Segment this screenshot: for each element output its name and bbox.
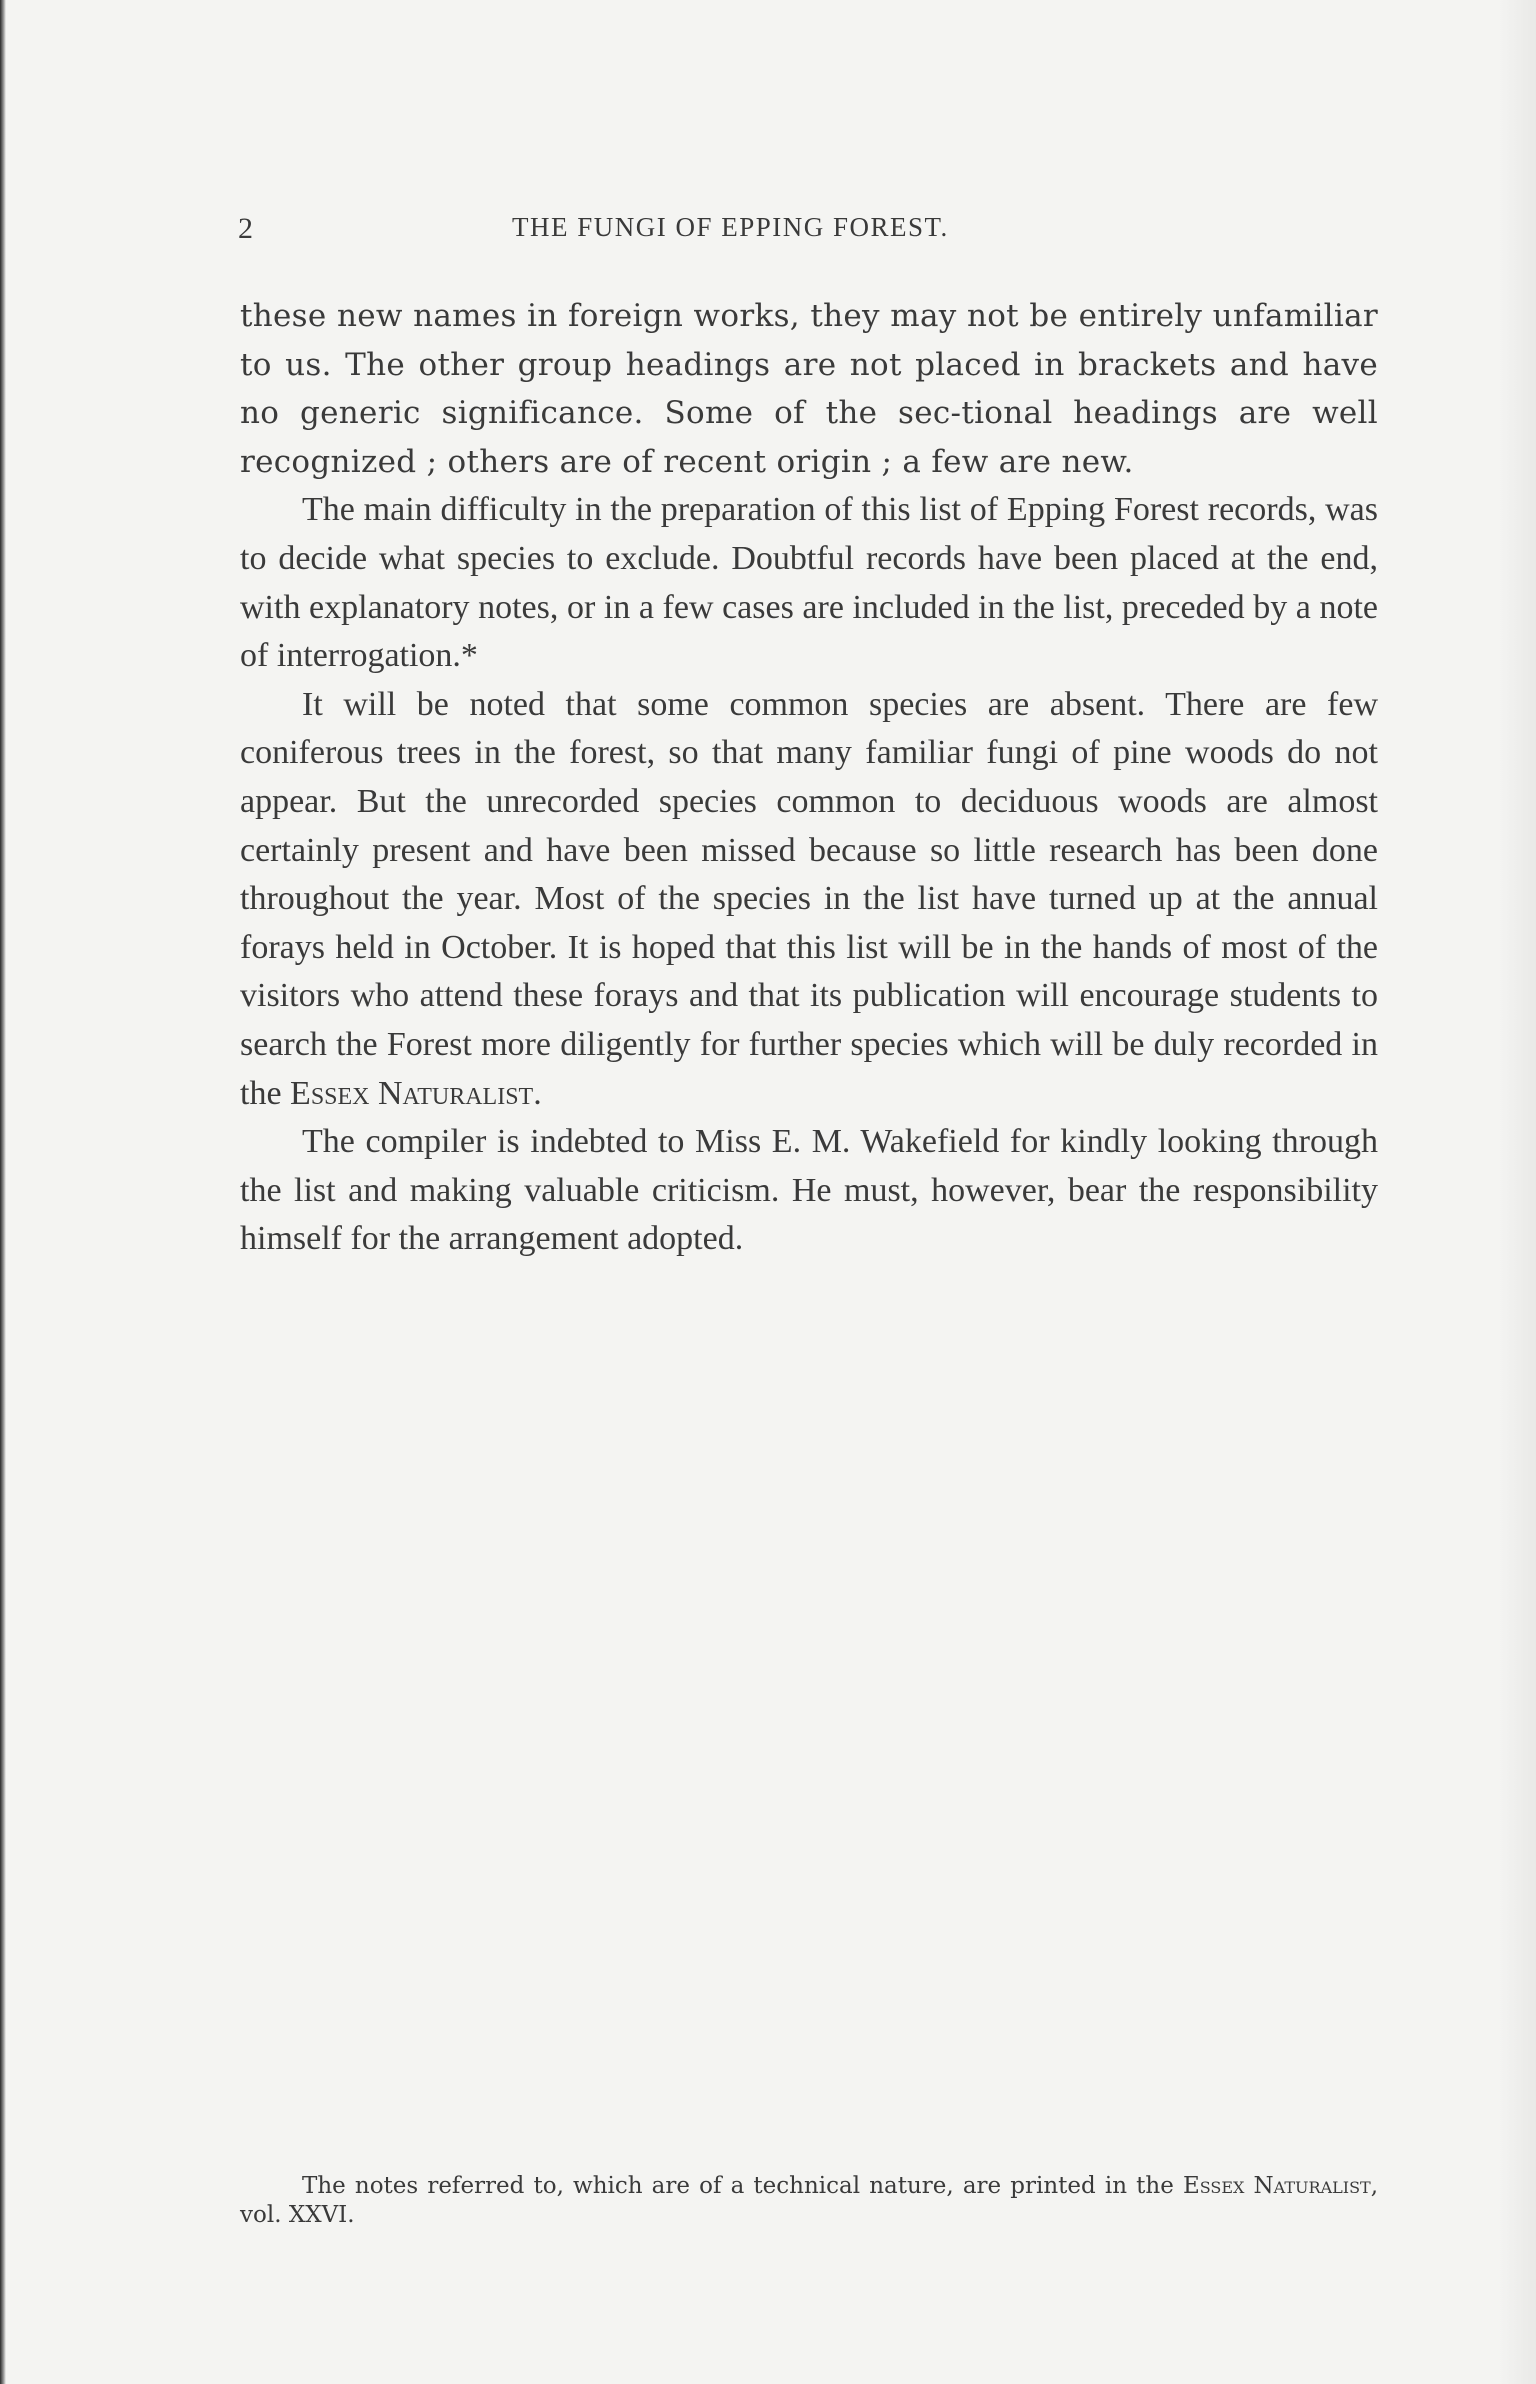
paragraph-continued: these new names in foreign works, they may not be entirely unfamiliar to us. The other group headings are not placed in brackets and have no generic significance. Some of the sec-tional headings are well recognized ; others are of recent origin ; a few are new.	[240, 298, 1378, 480]
paragraph-acknowledgement: The compiler is indebted to Miss E. M. Wakefield for kindly looking through the list and making valuable criticism. He must, however, bear the responsibility himself for the arrangement adopted.	[240, 1123, 1378, 1258]
body-text	[240, 292, 1378, 1264]
footnote-journal-ref: Essex Naturalist	[1182, 2173, 1371, 2199]
page-number: 2	[238, 212, 255, 245]
footnote-text: The notes referred to, which are of a technical nature, are printed in the	[302, 2173, 1174, 2199]
footnote	[240, 2172, 1378, 2230]
running-head	[238, 212, 1378, 262]
paragraph-absent-species-text: It will be noted that some common species are absent. There are few coniferous trees in the forest, so that many familiar fungi of pine woods do not appear. But the unrecorded species common to deciduous woods are almost certainly present and have been missed because so little research has been done throughout the year. Most of the species in the list have turned up at the annual forays held in October. It is hoped that this list will be in the hands of most of the visitors who attend these forays and that its publication will encourage students to search the Forest more diligently for further species which will be duly recorded in the	[240, 685, 1378, 1112]
footnote-paragraph	[240, 2172, 1378, 2230]
journal-name: Essex Naturalist	[290, 1074, 534, 1112]
paragraph-absent-species	[240, 681, 1378, 1118]
page-right-shadow	[1498, 0, 1536, 2384]
footnote-tail: , vol. XXVI.	[240, 2173, 1379, 2228]
paragraph-difficulty: The main difficulty in the preparation of this list of Epping Forest records, was to decide what species to exclude. Doubtful records have been placed at the end, with explanatory notes, or in a few cases are included in the list, preceded by a note of interrogation.*	[240, 491, 1378, 675]
journal-name-tail: .	[533, 1074, 542, 1112]
running-title: THE FUNGI OF EPPING FOREST.	[512, 212, 949, 242]
page-binding-edge	[0, 0, 6, 2384]
